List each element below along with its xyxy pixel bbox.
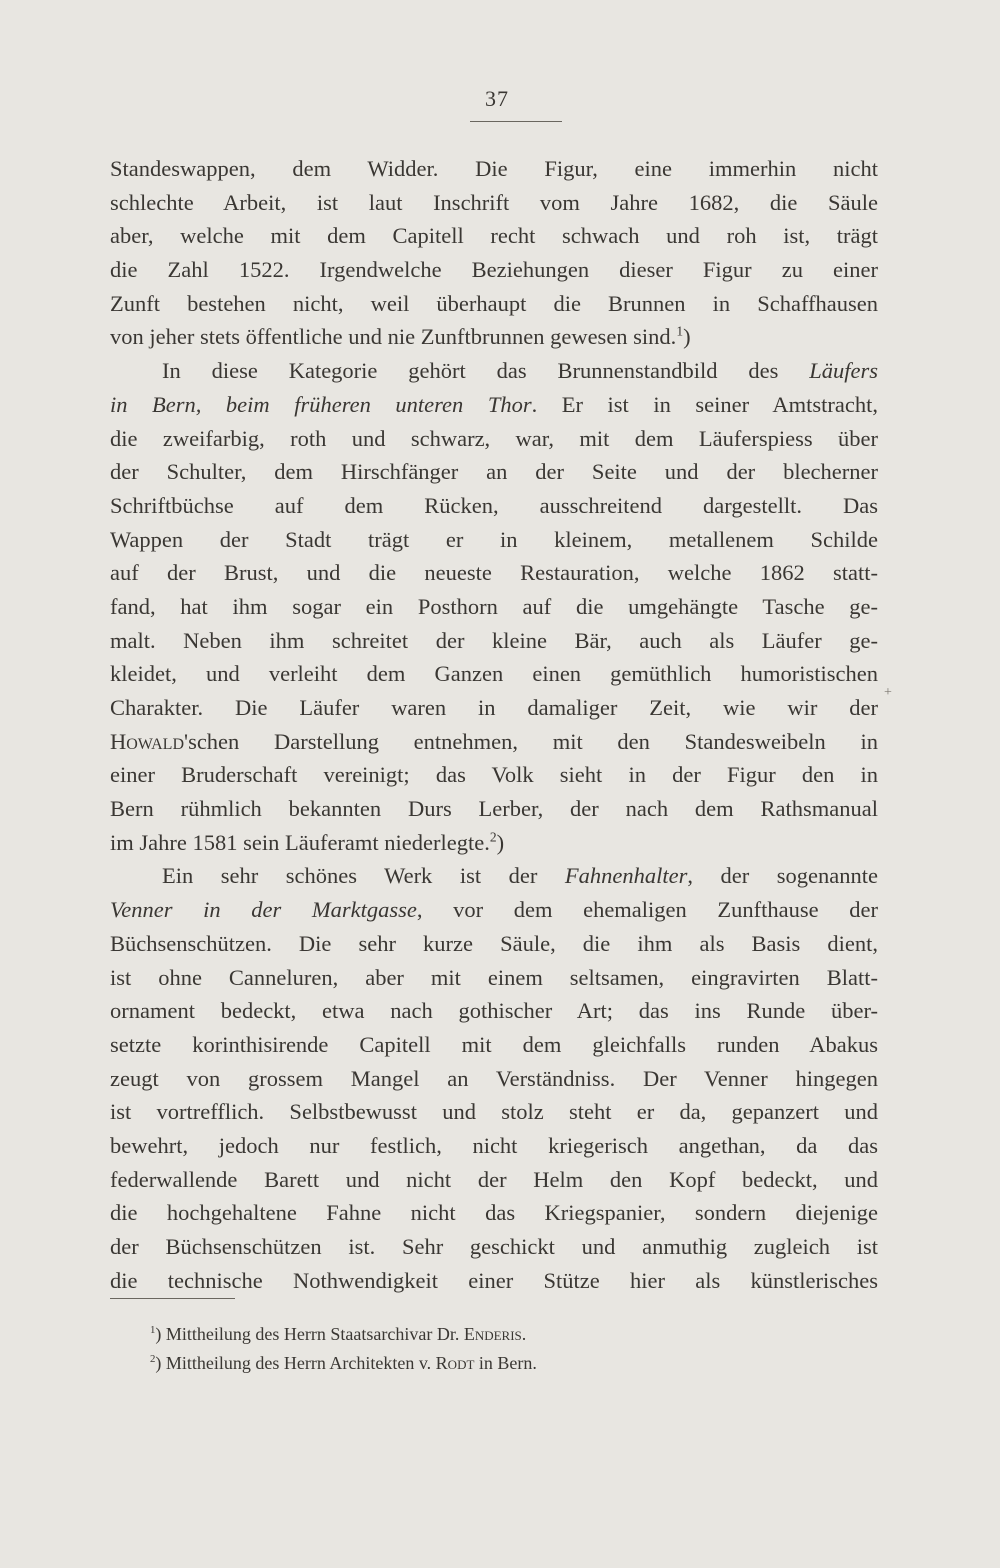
footnote: $^1$) Mittheilung des Herrn Staatsarchivar Dr. Enderis. (150, 1324, 527, 1344)
footnote-rule (110, 1298, 235, 1299)
text-line: ornament bedeckt, etwa nach gothischer Art; das ins Runde über- (110, 998, 878, 1024)
text-line: zeugt von grossem Mangel an Verständniss. Der Venner hingegen (110, 1065, 878, 1091)
text-line: schlechte Arbeit, ist laut Inschrift vom Jahre 1682, die Säule (110, 189, 878, 215)
text-line: aber, welche mit dem Capitell recht schwach und roh ist, trägt (110, 223, 878, 249)
text-line: Wappen der Stadt trägt er in kleinem, metallenem Schilde (110, 526, 878, 552)
footnote-marker: 2 (150, 1353, 156, 1365)
text-line: federwallende Barett und nicht der Helm den Kopf bedeckt, und (110, 1166, 878, 1192)
text-line: der Schulter, dem Hirschfänger an der Seite und der blecherner (110, 459, 878, 485)
text-line: in Bern, beim früheren unteren Thor. Er ist in seiner Amtstracht, (110, 391, 878, 417)
text-line: Schriftbüchse auf dem Rücken, ausschreitend dargestellt. Das (110, 492, 878, 518)
text-line: Zunft bestehen nicht, weil überhaupt die Brunnen in Schaffhausen (110, 290, 878, 316)
text-line: malt. Neben ihm schreitet der kleine Bär, auch als Läufer ge- (110, 627, 878, 653)
footnote-ref: 2 (489, 829, 497, 845)
text-line: Venner in der Marktgasse, vor dem ehemaligen Zunfthause der (110, 897, 878, 923)
text-line: fand, hat ihm sogar ein Posthorn auf die umgehängte Tasche ge- (110, 593, 878, 619)
text-line: ist ohne Canneluren, aber mit einem seltsamen, eingravirten Blatt- (110, 964, 878, 990)
text-line: auf der Brust, und die neueste Restauration, welche 1862 statt- (110, 560, 878, 586)
text-line: der Büchsenschützen ist. Sehr geschickt und anmuthig zugleich ist (110, 1234, 878, 1259)
header-rule (470, 121, 562, 122)
text-line: bewehrt, jedoch nur festlich, nicht kriegerisch angethan, da das (110, 1132, 878, 1158)
text-line: von jeher stets öffentliche und nie Zunftbrunnen gewesen sind.$^1$) (110, 323, 691, 350)
text-line: Ein sehr schönes Werk ist der Fahnenhalter, der sogenannte (162, 863, 879, 889)
footnote-marker: 1 (150, 1324, 156, 1336)
author-name: Howald (110, 728, 185, 754)
author-name: Enderis (463, 1324, 522, 1344)
footnote: $^2$) Mittheilung des Herrn Architekten v. Rodt in Bern. (150, 1353, 537, 1373)
text-line: setzte korinthisirende Capitell mit dem gleichfalls runden Abakus (110, 1031, 878, 1057)
text-line: Bern rühmlich bekannten Durs Lerber, der nach dem Rathsmanual (110, 796, 878, 822)
text-line: Standeswappen, dem Widder. Die Figur, eine immerhin nicht (110, 156, 878, 181)
author-name: Rodt (435, 1353, 475, 1373)
text-line: im Jahre 1581 sein Läuferamt niederlegte.$^2$) (110, 829, 505, 855)
text-line: In diese Kategorie gehört das Brunnenstandbild des Läufers (162, 358, 878, 384)
margin-mark: + (884, 685, 892, 700)
text-line: Charakter. Die Läufer waren in damaliger Zeit, wie wir der (110, 695, 878, 720)
text-line: einer Bruderschaft vereinigt; das Volk sieht in der Figur den in (110, 762, 878, 788)
body-text (110, 152, 878, 1297)
text-line: die hochgehaltene Fahne nicht das Kriegspanier, sondern diejenige (110, 1200, 878, 1226)
text-line: Büchsenschützen. Die sehr kurze Säule, die ihm als Basis dient, (110, 930, 878, 956)
text-line: ist vortrefflich. Selbstbewusst und stolz steht er da, gepanzert und (110, 1099, 878, 1125)
text-line: die technische Nothwendigkeit einer Stütze hier als künstlerisches (110, 1267, 878, 1293)
text-line: Howald'schen Darstellung entnehmen, mit den Standesweibeln in (110, 728, 878, 754)
text-line: kleidet, und verleiht dem Ganzen einen gemüthlich humoristischen (110, 661, 878, 687)
text-line: die zweifarbig, roth und schwarz, war, mit dem Läuferspiess über (110, 425, 878, 451)
text-line: die Zahl 1522. Irgendwelche Beziehungen dieser Figur zu einer (110, 257, 878, 283)
page-number: 37 (485, 86, 509, 111)
footnote-ref: 1 (676, 323, 684, 339)
footnotes (150, 1320, 850, 1378)
